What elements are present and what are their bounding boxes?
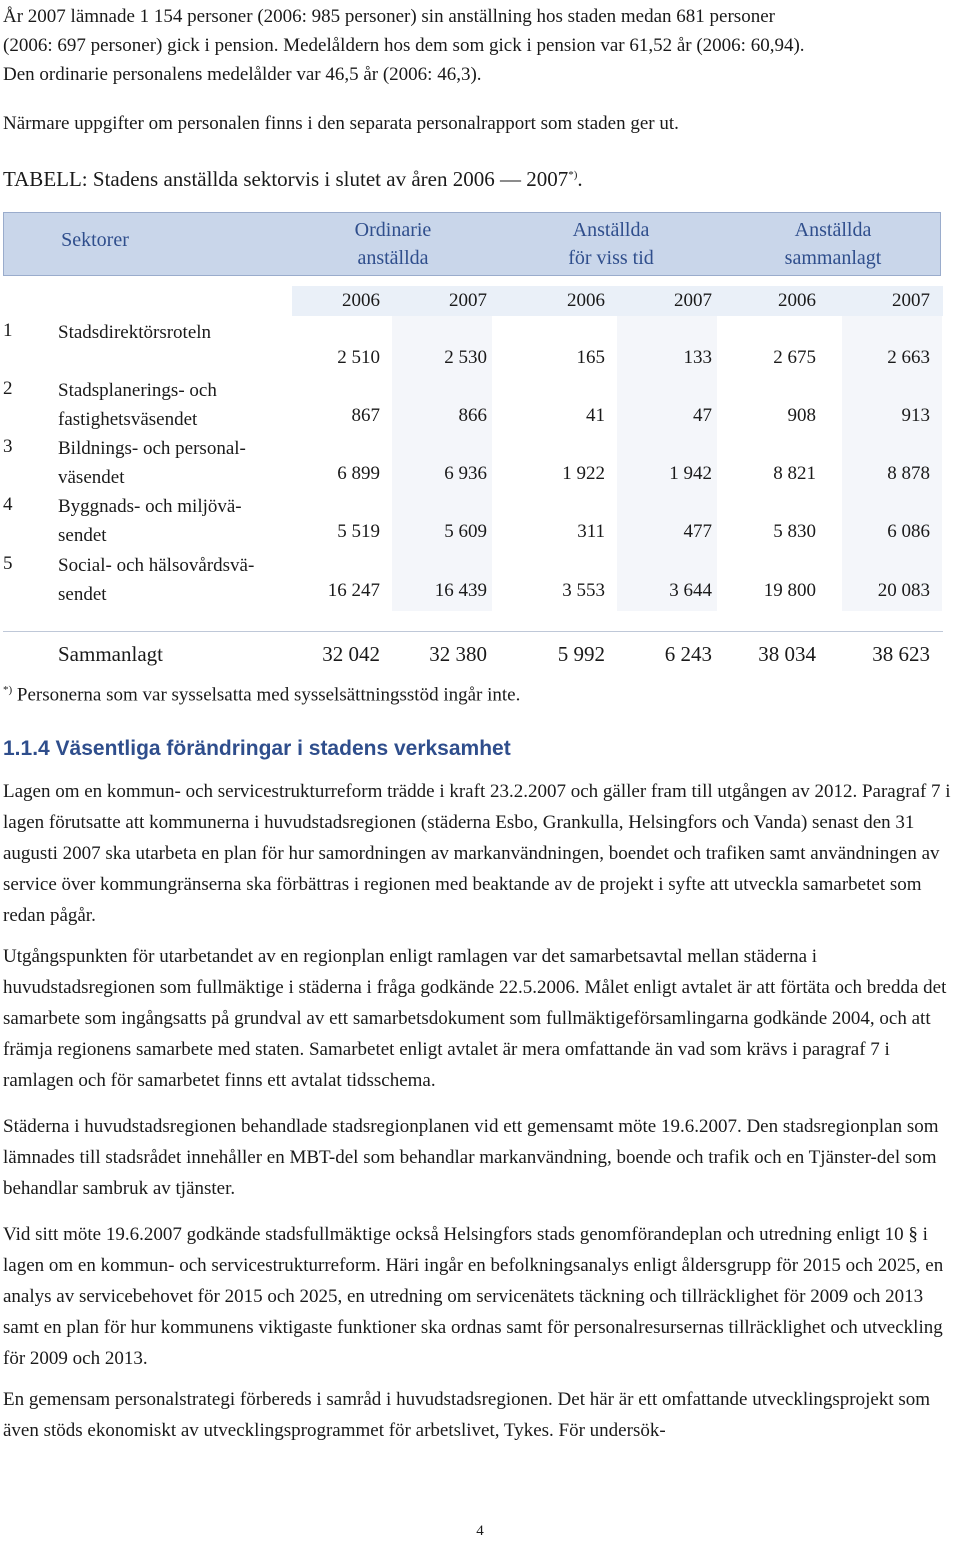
total-cell: 32 042: [322, 642, 380, 666]
year-header: 2006: [342, 290, 380, 311]
table-cell: 2 510: [337, 347, 380, 368]
row-number: 3: [3, 436, 13, 457]
table-cell: 3 553: [562, 580, 605, 601]
header-temporary: Anställda för viss tid: [568, 219, 654, 269]
table-cell: 2 530: [444, 347, 487, 368]
table-cell: 6 899: [337, 463, 380, 484]
total-label: Sammanlagt: [58, 642, 163, 666]
table-cell: 3 644: [669, 580, 712, 601]
intro-line-3: Den ordinarie personalens medelålder var 46,5 år (2006: 46,3).: [3, 64, 482, 85]
table-cell: 2 675: [773, 347, 816, 368]
table-cell: 2 663: [887, 347, 930, 368]
table-cell: 5 519: [337, 521, 380, 542]
table-cell: 866: [458, 405, 487, 426]
total-cell: 6 243: [664, 642, 712, 666]
table-cell: 6 936: [444, 463, 487, 484]
table-cell: 908: [787, 405, 816, 426]
table-cell: 16 247: [327, 580, 380, 601]
table-cell: 16 439: [434, 580, 487, 601]
row-sector-name: Social- och hälsovårdsvä- sendet: [58, 555, 255, 605]
table-cell: 8 878: [887, 463, 930, 484]
paragraph-5: En gemensam personalstrategi förbereds i samråd i huvudstadsregionen. Det här är ett omfattande utvecklingsprojekt som även stöds ekonomiskt av utvecklingsprogrammet för arbetslivet, Tykes. För undersök-: [3, 1389, 931, 1441]
table-cell: 867: [351, 405, 380, 426]
table-cell: 133: [683, 347, 712, 368]
table-cell: 19 800: [763, 580, 816, 601]
total-cell: 32 380: [429, 642, 487, 666]
table-footnote: *) Personerna som var sysselsatta med sysselsättningsstöd ingår inte.: [3, 684, 521, 706]
header-sectors: Sektorer: [61, 229, 129, 251]
year-header: 2007: [449, 290, 487, 311]
table-cell: 20 083: [877, 580, 930, 601]
header-total: Anställda sammanlagt: [784, 219, 882, 269]
year-header: 2007: [674, 290, 712, 311]
row-number: 5: [3, 553, 13, 574]
table-cell: 311: [577, 521, 605, 542]
intro-line-2: (2006: 697 personer) gick i pension. Medelåldern hos dem som gick i pension var 61,52 år (2006: 60,94).: [3, 35, 805, 56]
paragraph-4: Vid sitt möte 19.6.2007 godkände stadsfullmäktige också Helsingfors stads genomförandeplan och utredning enligt 10 § i lagen om en kommun- och servicestrukturreform. Häri ingår en befolkningsanalys enligt åldersgrupp för 2015 och 2025, en analys av servicebehovet för 2015 och 2025, en utredning om servicenätets täckning och tillräcklighet för 2009 och 2013 samt en plan för hur kommunens viktigaste funktioner ska ordnas samt för personalresursernas tillräcklighet och utveckling för 2009 och 2013.: [3, 1224, 944, 1369]
table-cell: 5 609: [444, 521, 487, 542]
section-heading: 1.1.4 Väsentliga förändringar i stadens verksamhet: [3, 737, 511, 760]
table-cell: 1 922: [562, 463, 605, 484]
row-sector-name: Stadsplanerings- och fastighetsväsendet: [58, 380, 217, 430]
table-cell: 5 830: [773, 521, 816, 542]
row-sector-name: Byggnads- och miljövä- sendet: [58, 496, 242, 546]
table-cell: 1 942: [669, 463, 712, 484]
total-divider: [3, 631, 943, 632]
table-cell: 41: [586, 405, 605, 426]
table-title: TABELL: Stadens anställda sektorvis i slutet av åren 2006 — 2007*).: [3, 167, 583, 191]
row-sector-name: Stadsdirektörsroteln: [58, 322, 212, 343]
page-number: 4: [476, 1523, 484, 1539]
header-ordinary: Ordinarie anställda: [354, 219, 432, 269]
table-cell: 165: [576, 347, 605, 368]
row-sector-name: Bildnings- och personal- väsendet: [58, 438, 246, 488]
paragraph-2: Utgångspunkten för utarbetandet av en regionplan enligt ramlagen var det samarbetsavtal mellan städerna i huvudstadsregionen som fullmäktige i städerna i fråga godkände 22.5.2006. Målet enligt avtalet är att förtäta och bredda det samarbete som ingångsatts på grundval av ett samarbetsdokument som fullmäktigeförsamlingarna godkände 2004, och att främja regionens samarbete med staten. Samarbetet enligt avtalet är mera omfattande än vad som krävs i paragraf 7 i ramlagen och för samarbetet finns ett avtalat tidsschema.: [3, 946, 947, 1091]
table-cell: 913: [901, 405, 930, 426]
paragraph-3: Städerna i huvudstadsregionen behandlade stadsregionplanen vid ett gemensamt möte 19.6.2007. Den stadsregionplan som lämnades till stadsrådet innehåller en MBT-del som behandlar markanvändning, boende och trafik och en Tjänster-del som behandlar sambruk av tjänster.: [3, 1116, 939, 1199]
year-header: 2006: [778, 290, 816, 311]
table-cell: 477: [683, 521, 712, 542]
table-cell: 47: [693, 405, 712, 426]
year-header: 2006: [567, 290, 605, 311]
total-cell: 38 623: [872, 642, 930, 666]
total-cell: 38 034: [758, 642, 816, 666]
intro-line-1: År 2007 lämnade 1 154 personer (2006: 985 personer) sin anställning hos staden medan 681 personer: [3, 6, 775, 27]
year-row: [292, 286, 943, 316]
year-header: 2007: [892, 290, 930, 311]
table-cell: 8 821: [773, 463, 816, 484]
row-number: 1: [3, 320, 13, 341]
paragraph-1: Lagen om en kommun- och servicestrukturreform trädde i kraft 23.2.2007 och gäller fram till utgången av 2012. Paragraf 7 i lagen förutsatte att kommunerna i huvudstadsregionen (städerna Esbo, Grankulla, Helsingfors och Vanda) senast den 31 augusti 2007 ska utarbeta en plan för hur samordningen av markanvändningen, boendet och trafiken samt användningen av service över kommungränserna ska förbättras i regionen med beaktande av de projekt i syfte att utveckla samarbetet som redan pågår.: [3, 781, 951, 926]
row-number: 4: [3, 494, 13, 515]
intro-note: Närmare uppgifter om personalen finns i den separata personalrapport som staden ger ut.: [3, 113, 679, 134]
row-number: 2: [3, 378, 13, 399]
total-cell: 5 992: [557, 642, 605, 666]
table-cell: 6 086: [887, 521, 930, 542]
